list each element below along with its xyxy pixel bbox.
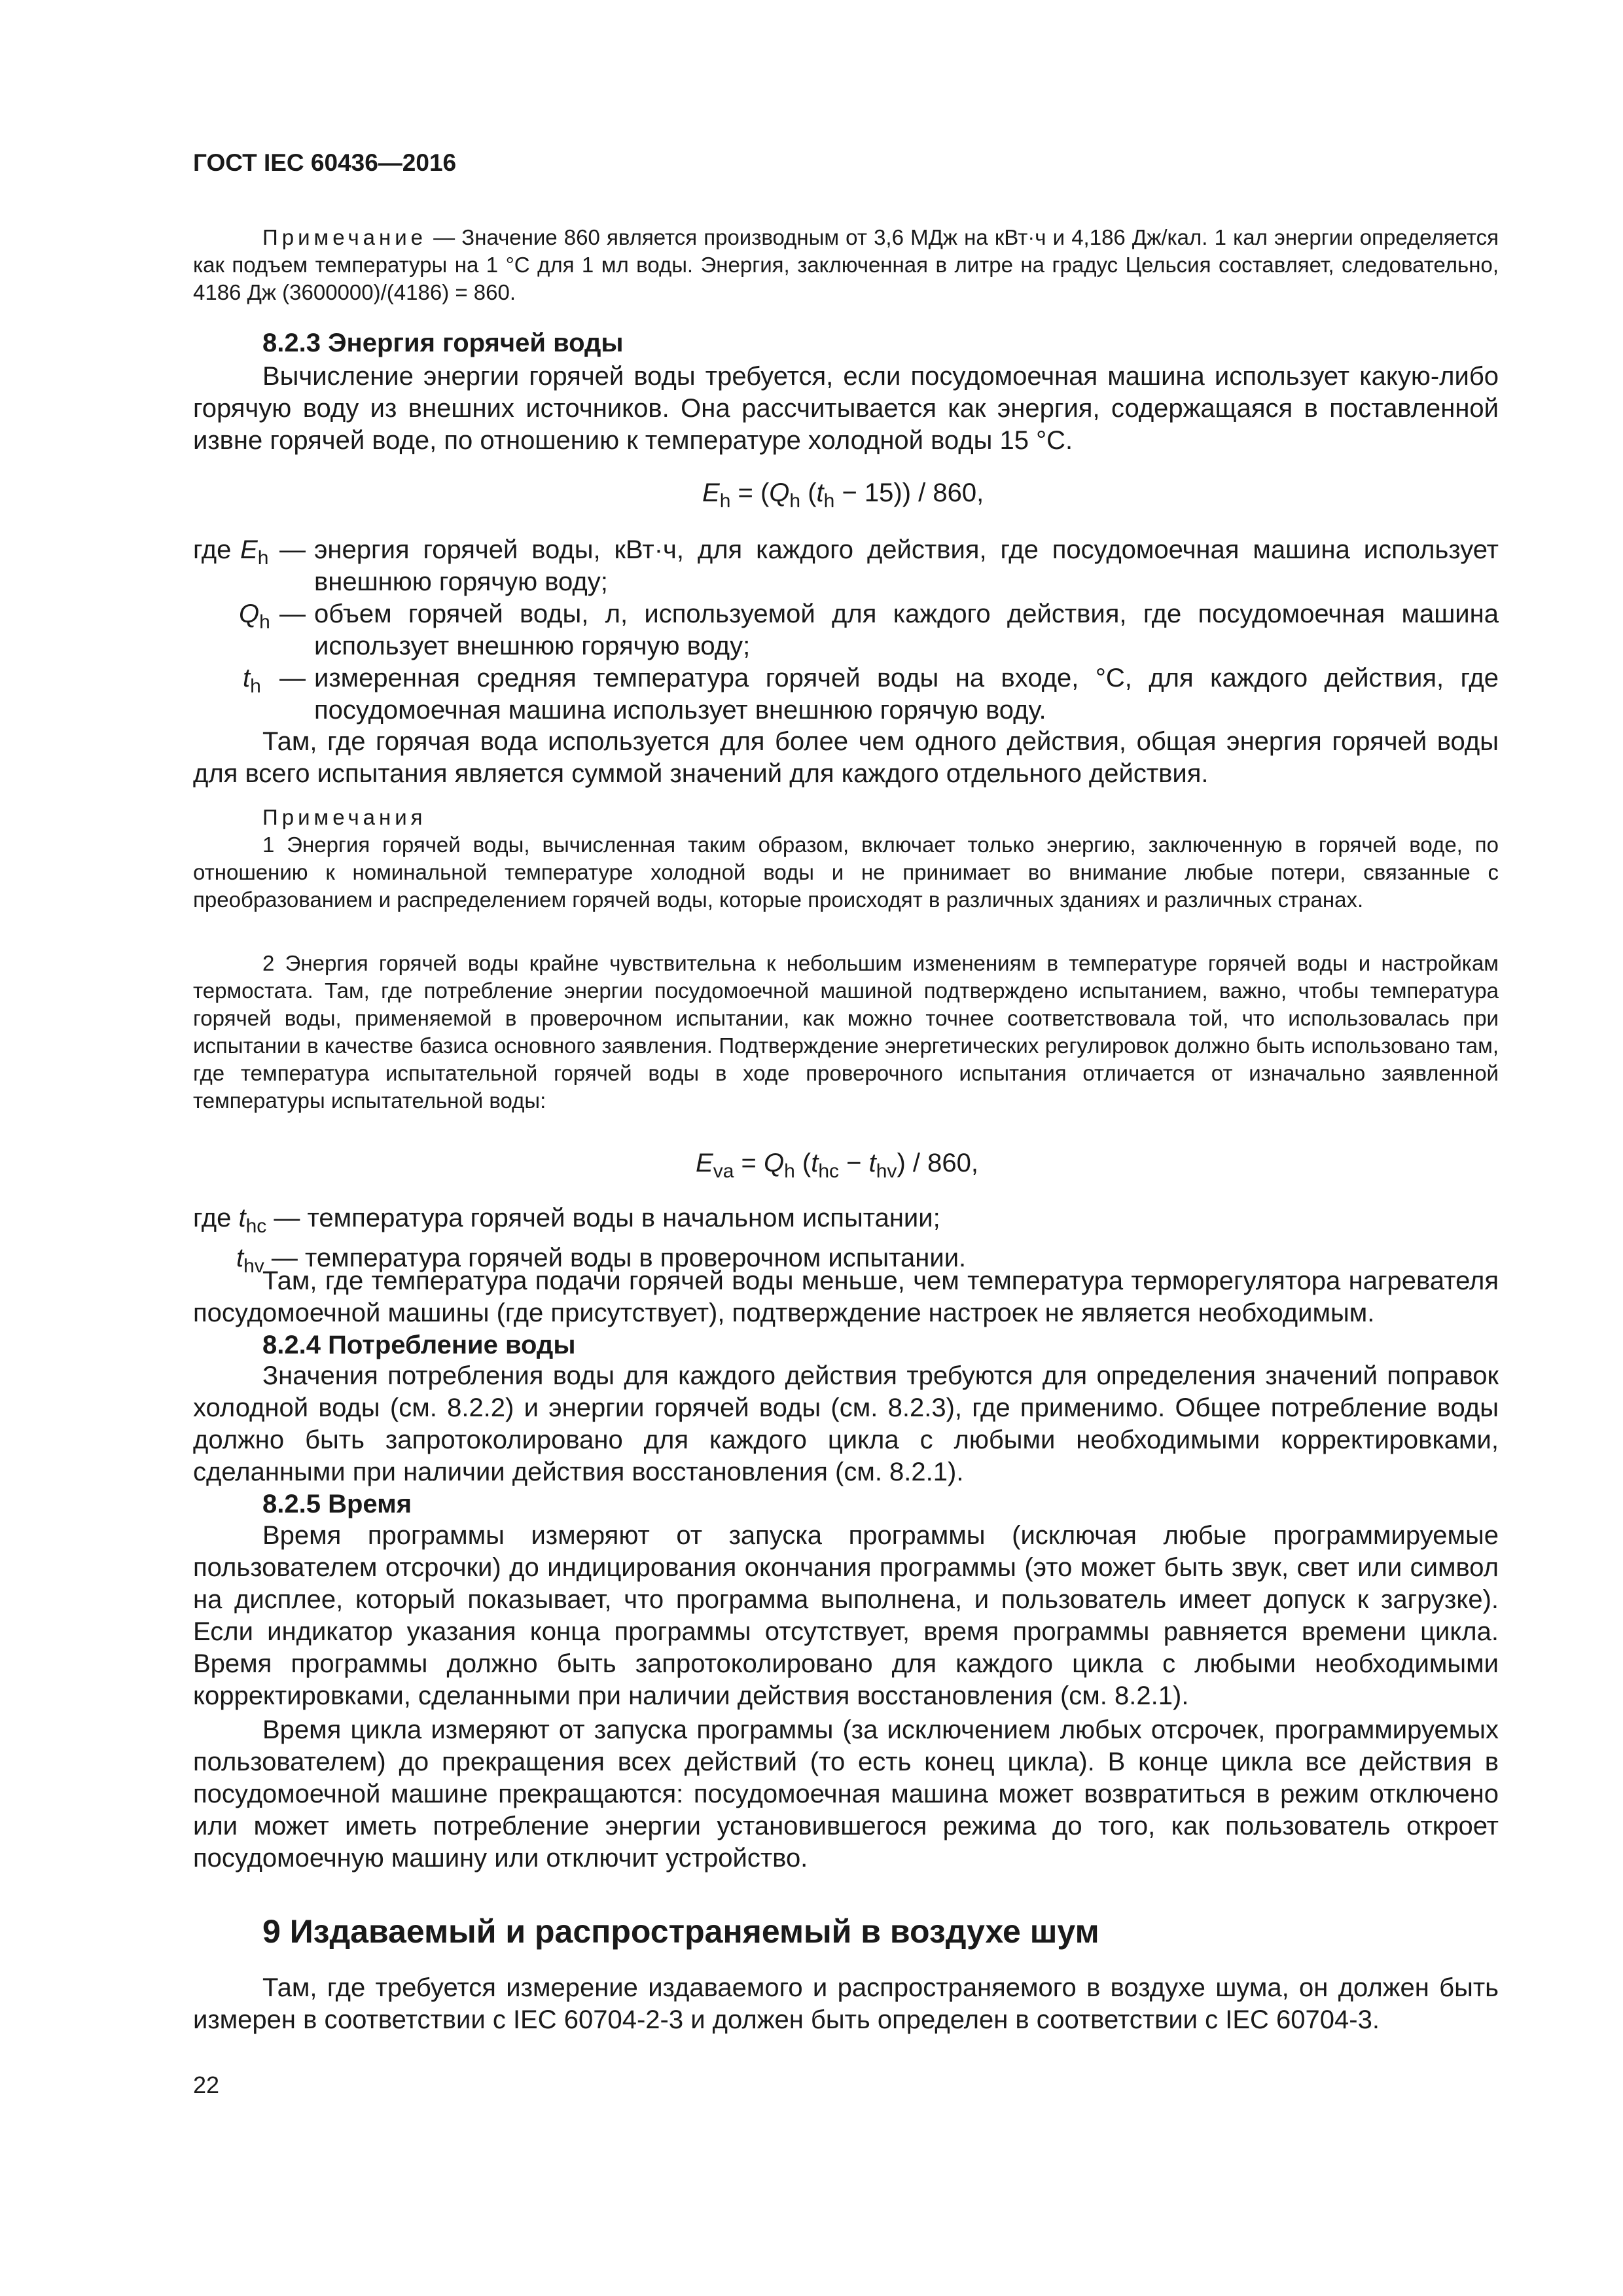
formula-text: ( bbox=[794, 1149, 812, 1177]
section-9-paragraph-1: Там, где требуется измерение издаваемого и распространяемого в воздухе шума, он должен быть измерен в соответствии с IEC 60704-2-3 и должен быть определен в соответствии с IEC 60704-3. bbox=[193, 1973, 1499, 2034]
section-9-heading: 9 Издаваемый и распространяемый в воздухе шум bbox=[262, 1913, 1099, 1950]
formula-symbol: t bbox=[816, 478, 824, 507]
where2-item: $t_{hv}$ — температура горячей воды в проверочном испытании. bbox=[236, 1244, 967, 1277]
document-header: ГОСТ IEC 60436—2016 bbox=[193, 149, 457, 176]
page-number: 22 bbox=[193, 2072, 220, 2098]
where-text: объем горячей воды, л, используемой для каждого действия, где посудомоечная машина использует внешнюю горячую воду; bbox=[314, 600, 1499, 660]
formula-symbol: E bbox=[696, 1149, 713, 1177]
formula-subscript: hv bbox=[876, 1160, 897, 1182]
where-text: измеренная средняя температура горячей воды на входе, °С, для каждого действия, где посудомоечная машина использует внешнюю горячую воду. bbox=[314, 664, 1499, 725]
section-8-2-5-paragraph-2: Время цикла измеряют от запуска программы (за исключением любых отсрочек, программируемых пользователем) до прекращения всех действий (то есть конец цикла). В конце цикла все действия в посудомоечной машине прекращаются: посудомоечная машина может возвратиться в режим отключено или может иметь потребление энергии установившегося режима до того, как пользователь откроет посудомоечную машину или отключит устройство. bbox=[193, 1715, 1499, 1873]
formula-text: − bbox=[839, 1149, 869, 1177]
where-item bbox=[193, 662, 1499, 726]
note-top bbox=[193, 224, 1499, 306]
note-1: 1 Энергия горячей воды, вычисленная таким образом, включает только энергию, заключенную в горячей воде, по отношению к номинальной температуре холодной воды и не принимает во внимание любые потери, связанные с преобразованием и распределением горячей воды, которые происходят в различных зданиях и различных странах. bbox=[193, 833, 1499, 912]
where-symbol: $t_h$ bbox=[243, 664, 261, 697]
section-8-2-5-paragraph-1: Время программы измеряют от запуска программы (исключая любые программируемые пользователем отсрочки) до индицирования окончания программы (это может быть звук, свет или символ на дисплее, который показывает, что программа выполнена, и пользователь имеет допуск к загрузке). Если индикатор указания конца программы отсутствует, время программы равняется времени цикла. Время программы должно быть запротоколировано для каждого цикла с любыми необходимыми корректировками, сделанными при наличии действия восстановления (см. 8.2.1). bbox=[193, 1521, 1499, 1710]
section-8-2-5-heading: 8.2.5 Время bbox=[262, 1490, 412, 1518]
formula-symbol: t bbox=[811, 1149, 819, 1177]
where-symbol: $Q_h$ bbox=[239, 600, 270, 633]
formula-text: ) / 860, bbox=[897, 1149, 978, 1177]
formula-symbol: E bbox=[702, 478, 720, 507]
where-dash: — bbox=[279, 664, 306, 692]
where-dash: — bbox=[279, 535, 306, 564]
formula-symbol: Q bbox=[769, 478, 790, 507]
formula-text: ( bbox=[800, 478, 817, 507]
formula-subscript: h bbox=[719, 490, 731, 512]
formula-energy-adjustment bbox=[696, 1147, 978, 1188]
formula-symbol: t bbox=[868, 1149, 876, 1177]
formula-subscript: hc bbox=[818, 1160, 840, 1182]
where-item bbox=[193, 534, 1499, 598]
formula-subscript: h bbox=[823, 490, 835, 512]
where-dash: — bbox=[279, 600, 306, 628]
where-list bbox=[193, 534, 1499, 726]
where-symbol: $E_h$ bbox=[240, 535, 269, 569]
section-8-2-4-paragraph-1: Значения потребления воды для каждого действия требуются для определения значений поправок холодной воды (см. 8.2.2) и энергии горячей воды (см. 8.2.3), где применимо. Общее потребление воды должно быть запротоколировано для каждого цикла с любыми необходимыми корректировками, сделанными при наличии действия восстановления (см. 8.2.1). bbox=[193, 1361, 1499, 1486]
formula-subscript: va bbox=[713, 1160, 734, 1182]
section-8-2-4-heading: 8.2.4 Потребление воды bbox=[262, 1331, 576, 1359]
notes-label: Примечания bbox=[262, 805, 427, 829]
formula-text: = bbox=[734, 1149, 764, 1177]
note-label: Примечание bbox=[262, 225, 427, 249]
where-text: энергия горячей воды, кВт·ч, для каждого действия, где посудомоечная машина использует внешнюю горячую воду; bbox=[314, 535, 1499, 596]
section-8-2-3-paragraph-2: Там, где горячая вода используется для более чем одного действия, общая энергия горячей воды для всего испытания является суммой значений для каждого отдельного действия. bbox=[193, 727, 1499, 788]
formula-subscript: h bbox=[784, 1160, 795, 1182]
section-8-2-3-heading: 8.2.3 Энергия горячей воды bbox=[262, 329, 624, 357]
formula-hot-water-energy bbox=[702, 476, 984, 518]
note-2: 2 Энергия горячей воды крайне чувствительна к небольшим изменениям в температуре горячей воды и настройкам термостата. Там, где потребление энергии посудомоечной машиной подтверждено испытанием, важно, чтобы температура горячей воды, применяемой в проверочном испытании, как можно точнее соответствовала той, что использовалась при испытании в качестве базиса основного заявления. Подтверждение энергетических регулировок должно быть использовано там, где температура испытательной горячей воды в ходе проверочного испытания отличается от изначально заявленной температуры испытательной воды: bbox=[193, 951, 1499, 1113]
where2-item: где $t_{hc}$ — температура горячей воды в начальном испытании; bbox=[193, 1204, 940, 1237]
section-8-2-3-paragraph-1: Вычисление энергии горячей воды требуется, если посудомоечная машина использует какую-либо горячую воду из внешних источников. Она рассчитывается как энергия, содержащаяся в поставленной извне горячей воде, по отношению к температуре холодной воды 15 °С. bbox=[193, 362, 1499, 455]
section-8-2-3-paragraph-3: Там, где температура подачи горячей воды меньше, чем температура терморегулятора нагревателя посудомоечной машины (где присутствует), подтверждение настроек не является необходимым. bbox=[193, 1266, 1499, 1327]
formula-symbol: Q bbox=[763, 1149, 785, 1177]
formula-subscript: h bbox=[789, 490, 801, 512]
formula-text: − 15)) / 860, bbox=[834, 478, 984, 507]
note-text: — Значение 860 является производным от 3,6 МДж на кВт·ч и 4,186 Дж/кал. 1 кал энергии определяется как подъем температуры на 1 °С для 1 мл воды. Энергия, заключенная в литре на градус Цельсия составляет, следовательно, 4186 Дж (3600000)/(4186) = 860. bbox=[193, 225, 1499, 304]
where-lead: где bbox=[193, 535, 232, 564]
formula-text: = ( bbox=[730, 478, 770, 507]
where-item bbox=[193, 598, 1499, 662]
